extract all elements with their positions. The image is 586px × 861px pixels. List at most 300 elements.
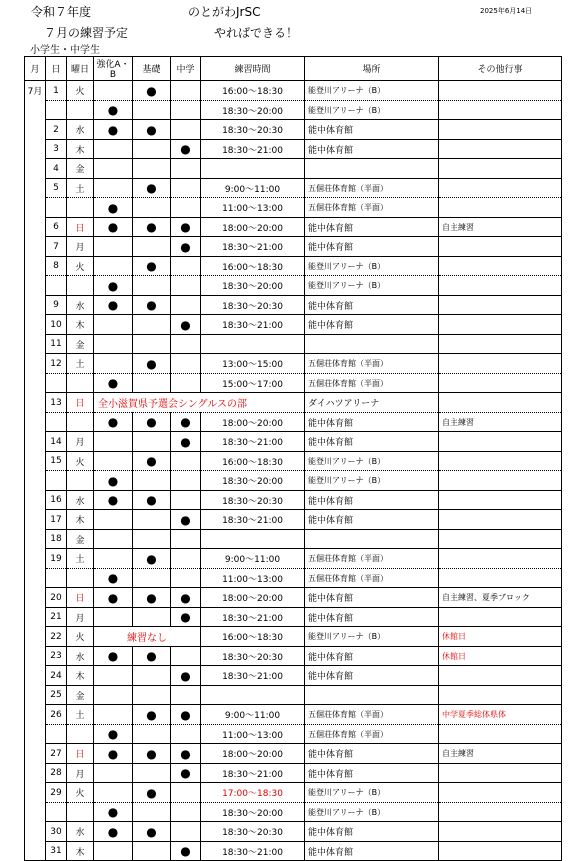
weekday-cell [67,413,94,432]
day-cell [46,803,67,822]
location: 能中体育館 [305,666,439,686]
other-events [439,452,562,471]
other-events [439,101,562,120]
practice-time: 9:00～11:00 [201,549,305,569]
day-cell: 12 [46,354,67,374]
location: 能登川アリーナ（B） [305,803,439,822]
weekday-cell: 日 [67,218,94,237]
other-events [439,374,562,393]
attendance-dot: ● [133,179,171,198]
empty-cell [171,276,201,296]
weekday-cell: 月 [67,764,94,783]
location: 五個荘体育館（半面） [305,374,439,393]
attendance-dot: ● [171,705,201,725]
practice-time: 18:00～20:00 [201,413,305,432]
other-events [439,530,562,549]
table-row [25,783,562,803]
other-events: 休館日 [439,647,562,666]
practice-time: 9:00～11:00 [201,705,305,725]
practice-time: 18:30～20:00 [201,101,305,120]
practice-time [201,686,305,705]
table-row [25,257,562,276]
attendance-dot: ● [133,549,171,569]
day-cell: 8 [46,257,67,276]
empty-cell [133,101,171,120]
other-events [439,822,562,842]
column-header-practice-time: 練習時間 [201,57,305,81]
day-cell [46,471,67,491]
no-practice-note: 練習なし [94,627,201,647]
empty-cell [171,549,201,569]
month-cell: 7月 [25,81,46,861]
table-row [25,491,562,510]
weekday-cell: 水 [67,822,94,842]
empty-cell [133,686,171,705]
table-row [25,452,562,471]
table-row [25,530,562,549]
weekday-cell: 日 [67,588,94,608]
location: 能登川アリーナ（B） [305,452,439,471]
empty-cell [133,608,171,627]
empty-cell [94,452,133,471]
empty-cell [94,237,133,257]
table-row [25,101,562,120]
day-cell: 22 [46,627,67,647]
weekday-cell: 水 [67,491,94,510]
column-header-weekday: 曜日 [67,57,94,81]
table-row [25,198,562,218]
location: 能中体育館 [305,744,439,764]
weekday-cell: 土 [67,179,94,198]
weekday-cell: 火 [67,81,94,101]
location: 能中体育館 [305,647,439,666]
day-cell [46,569,67,588]
other-events [439,666,562,686]
weekday-cell: 火 [67,257,94,276]
day-cell: 21 [46,608,67,627]
day-cell: 7 [46,237,67,257]
empty-cell [94,159,133,179]
weekday-cell: 火 [67,783,94,803]
table-row [25,81,562,101]
empty-cell [133,276,171,296]
attendance-dot: ● [94,725,133,744]
attendance-dot: ● [94,744,133,764]
practice-time: 18:30～20:30 [201,491,305,510]
practice-time: 16:00～18:30 [201,81,305,101]
day-cell [46,276,67,296]
day-cell: 9 [46,296,67,315]
practice-time: 18:30～21:00 [201,666,305,686]
practice-time: 18:00～20:00 [201,588,305,608]
day-cell: 17 [46,510,67,530]
empty-cell [94,257,133,276]
weekday-cell [67,569,94,588]
table-row [25,647,562,666]
empty-cell [171,783,201,803]
weekday-cell: 日 [67,744,94,764]
location: 能中体育館 [305,491,439,510]
attendance-dot: ● [171,432,201,452]
practice-time: 9:00～11:00 [201,179,305,198]
empty-cell [133,315,171,335]
table-row [25,315,562,335]
day-cell: 26 [46,705,67,725]
table-row [25,666,562,686]
other-events [439,549,562,569]
attendance-dot: ● [133,822,171,842]
day-cell: 4 [46,159,67,179]
other-events [439,276,562,296]
day-cell [46,198,67,218]
weekday-cell: 木 [67,842,94,861]
weekday-cell: 月 [67,237,94,257]
day-cell: 14 [46,432,67,452]
attendance-dot: ● [94,296,133,315]
weekday-cell: 木 [67,315,94,335]
location: 能中体育館 [305,218,439,237]
practice-time: 18:30～20:00 [201,276,305,296]
location: 能中体育館 [305,315,439,335]
practice-time: 18:30～21:00 [201,237,305,257]
practice-time: 11:00～13:00 [201,569,305,588]
table-row [25,842,562,861]
other-events: 自主練習、夏季ブロック [439,588,562,608]
empty-cell [171,257,201,276]
practice-time [201,335,305,354]
table-row [25,237,562,257]
empty-cell [94,783,133,803]
day-cell: 10 [46,315,67,335]
table-row [25,588,562,608]
empty-cell [133,237,171,257]
other-events [439,432,562,452]
attendance-dot: ● [133,783,171,803]
other-events [439,354,562,374]
attendance-dot: ● [133,257,171,276]
attendance-dot: ● [171,315,201,335]
empty-cell [171,335,201,354]
weekday-cell: 水 [67,120,94,140]
attendance-dot: ● [94,491,133,510]
empty-cell [171,81,201,101]
other-events: 自主練習 [439,413,562,432]
location: ダイハツアリーナ [305,393,439,413]
empty-cell [94,432,133,452]
day-cell [46,101,67,120]
table-row [25,471,562,491]
attendance-dot: ● [94,822,133,842]
practice-time: 18:30～20:30 [201,822,305,842]
table-row [25,705,562,725]
attendance-dot: ● [94,374,133,393]
attendance-dot: ● [94,218,133,237]
attendance-dot: ● [94,647,133,666]
empty-cell [171,179,201,198]
weekday-cell: 水 [67,647,94,666]
empty-cell [171,686,201,705]
day-cell: 24 [46,666,67,686]
attendance-dot: ● [171,237,201,257]
empty-cell [171,374,201,393]
schedule-table [24,56,562,861]
practice-time: 13:00～15:00 [201,354,305,374]
attendance-dot: ● [133,647,171,666]
other-events [439,842,562,861]
attendance-dot: ● [171,666,201,686]
weekday-cell [67,803,94,822]
weekday-cell: 月 [67,608,94,627]
other-events [439,198,562,218]
column-header-day: 日 [46,57,67,81]
other-events [439,296,562,315]
day-cell: 19 [46,549,67,569]
table-row [25,803,562,822]
weekday-cell [67,276,94,296]
empty-cell [133,159,171,179]
empty-cell [171,803,201,822]
empty-cell [94,842,133,861]
practice-time: 18:00～20:00 [201,218,305,237]
column-header-advanced: 強化A・B [94,57,133,81]
empty-cell [171,198,201,218]
empty-cell [171,159,201,179]
location: 能登川アリーナ（B） [305,627,439,647]
attendance-dot: ● [94,101,133,120]
day-cell: 23 [46,647,67,666]
empty-cell [133,198,171,218]
attendance-dot: ● [94,471,133,491]
empty-cell [133,374,171,393]
empty-cell [133,803,171,822]
attendance-dot: ● [133,452,171,471]
location: 五個荘体育館（半面） [305,705,439,725]
location: 能中体育館 [305,822,439,842]
day-cell: 30 [46,822,67,842]
empty-cell [94,140,133,159]
schedule-subtitle: ７月の練習予定 [44,26,129,40]
empty-cell [94,510,133,530]
other-events [439,315,562,335]
attendance-dot: ● [94,569,133,588]
day-cell: 18 [46,530,67,549]
attendance-dot: ● [133,296,171,315]
other-events [439,803,562,822]
day-cell: 27 [46,744,67,764]
weekday-cell: 木 [67,140,94,159]
location: 能中体育館 [305,764,439,783]
day-cell: 20 [46,588,67,608]
attendance-dot: ● [171,608,201,627]
table-row [25,393,562,413]
table-row [25,374,562,393]
location: 能中体育館 [305,296,439,315]
target-audience: 小学生・中学生 [30,45,100,56]
day-cell: 6 [46,218,67,237]
location: 五個荘体育館（半面） [305,569,439,588]
other-events [439,120,562,140]
day-cell: 28 [46,764,67,783]
attendance-dot: ● [94,413,133,432]
weekday-cell [67,374,94,393]
column-header-month: 月 [25,57,46,81]
empty-cell [94,666,133,686]
location [305,159,439,179]
practice-time: 18:30～21:00 [201,608,305,627]
empty-cell [133,530,171,549]
empty-cell [133,764,171,783]
location: 能中体育館 [305,588,439,608]
table-row [25,686,562,705]
attendance-dot: ● [94,198,133,218]
other-events [439,140,562,159]
location [305,335,439,354]
empty-cell [171,647,201,666]
location: 能中体育館 [305,140,439,159]
table-row [25,549,562,569]
empty-cell [94,608,133,627]
empty-cell [94,179,133,198]
weekday-cell: 金 [67,530,94,549]
table-row [25,764,562,783]
day-cell: 29 [46,783,67,803]
practice-time: 16:00～18:30 [201,627,305,647]
empty-cell [171,354,201,374]
attendance-dot: ● [133,81,171,101]
empty-cell [171,491,201,510]
empty-cell [94,705,133,725]
table-row [25,569,562,588]
attendance-dot: ● [171,510,201,530]
empty-cell [94,81,133,101]
weekday-cell: 日 [67,393,94,413]
day-cell: 13 [46,393,67,413]
location: 能登川アリーナ（B） [305,81,439,101]
slogan: やればできる！ [214,26,299,40]
other-events [439,81,562,101]
practice-time: 18:00～20:00 [201,744,305,764]
table-row [25,432,562,452]
empty-cell [133,140,171,159]
weekday-cell: 木 [67,666,94,686]
location: 能中体育館 [305,432,439,452]
table-row [25,354,562,374]
table-row [25,276,562,296]
practice-time: 18:30～20:00 [201,471,305,491]
practice-time: 18:30～21:00 [201,842,305,861]
other-events: 自主練習 [439,744,562,764]
empty-cell [94,764,133,783]
weekday-cell: 月 [67,432,94,452]
location: 能中体育館 [305,237,439,257]
other-events [439,510,562,530]
weekday-cell: 土 [67,549,94,569]
column-header-junior-high: 中学 [171,57,201,81]
practice-time [201,159,305,179]
empty-cell [94,530,133,549]
attendance-dot: ● [94,803,133,822]
issue-date: 2025年6月14日 [480,7,533,15]
practice-time: 18:30～20:30 [201,120,305,140]
other-events [439,179,562,198]
attendance-dot: ● [171,764,201,783]
other-events: 休館日 [439,627,562,647]
weekday-cell: 火 [67,452,94,471]
practice-time: 15:00～17:00 [201,374,305,393]
weekday-cell: 金 [67,686,94,705]
attendance-dot: ● [133,491,171,510]
empty-cell [171,569,201,588]
practice-time: 18:30～20:30 [201,647,305,666]
other-events [439,569,562,588]
weekday-cell [67,471,94,491]
attendance-dot: ● [133,218,171,237]
location: 五個荘体育館（半面） [305,549,439,569]
day-cell [46,374,67,393]
attendance-dot: ● [171,413,201,432]
attendance-dot: ● [171,842,201,861]
practice-time: 18:30～21:00 [201,764,305,783]
day-cell [46,725,67,744]
attendance-dot: ● [133,120,171,140]
practice-time [201,530,305,549]
location: 五個荘体育館（半面） [305,725,439,744]
day-cell: 3 [46,140,67,159]
empty-cell [133,335,171,354]
other-events [439,686,562,705]
practice-time: 18:30～21:00 [201,315,305,335]
location [305,530,439,549]
empty-cell [94,315,133,335]
location: 五個荘体育館（半面） [305,198,439,218]
location: 能中体育館 [305,608,439,627]
location: 能登川アリーナ（B） [305,471,439,491]
practice-time: 17:00～18:30 [201,783,305,803]
location: 能登川アリーナ（B） [305,783,439,803]
attendance-dot: ● [133,705,171,725]
day-cell: 25 [46,686,67,705]
other-events: 自主練習 [439,218,562,237]
practice-time: 18:30～20:30 [201,296,305,315]
table-row [25,413,562,432]
table-row [25,335,562,354]
attendance-dot: ● [133,588,171,608]
table-row [25,510,562,530]
location: 能登川アリーナ（B） [305,257,439,276]
table-row [25,218,562,237]
location: 能中体育館 [305,120,439,140]
column-header-basic: 基礎 [133,57,171,81]
table-row [25,627,562,647]
empty-cell [94,354,133,374]
empty-cell [133,842,171,861]
table-header-row [25,57,562,81]
practice-time: 16:00～18:30 [201,257,305,276]
other-events [439,257,562,276]
location [305,686,439,705]
other-events [439,237,562,257]
empty-cell [171,101,201,120]
practice-time: 18:30～20:00 [201,803,305,822]
attendance-dot: ● [171,140,201,159]
location: 能登川アリーナ（B） [305,276,439,296]
attendance-dot: ● [94,276,133,296]
table-row [25,179,562,198]
other-events [439,471,562,491]
empty-cell [94,335,133,354]
location: 五個荘体育館（半面） [305,179,439,198]
empty-cell [133,725,171,744]
